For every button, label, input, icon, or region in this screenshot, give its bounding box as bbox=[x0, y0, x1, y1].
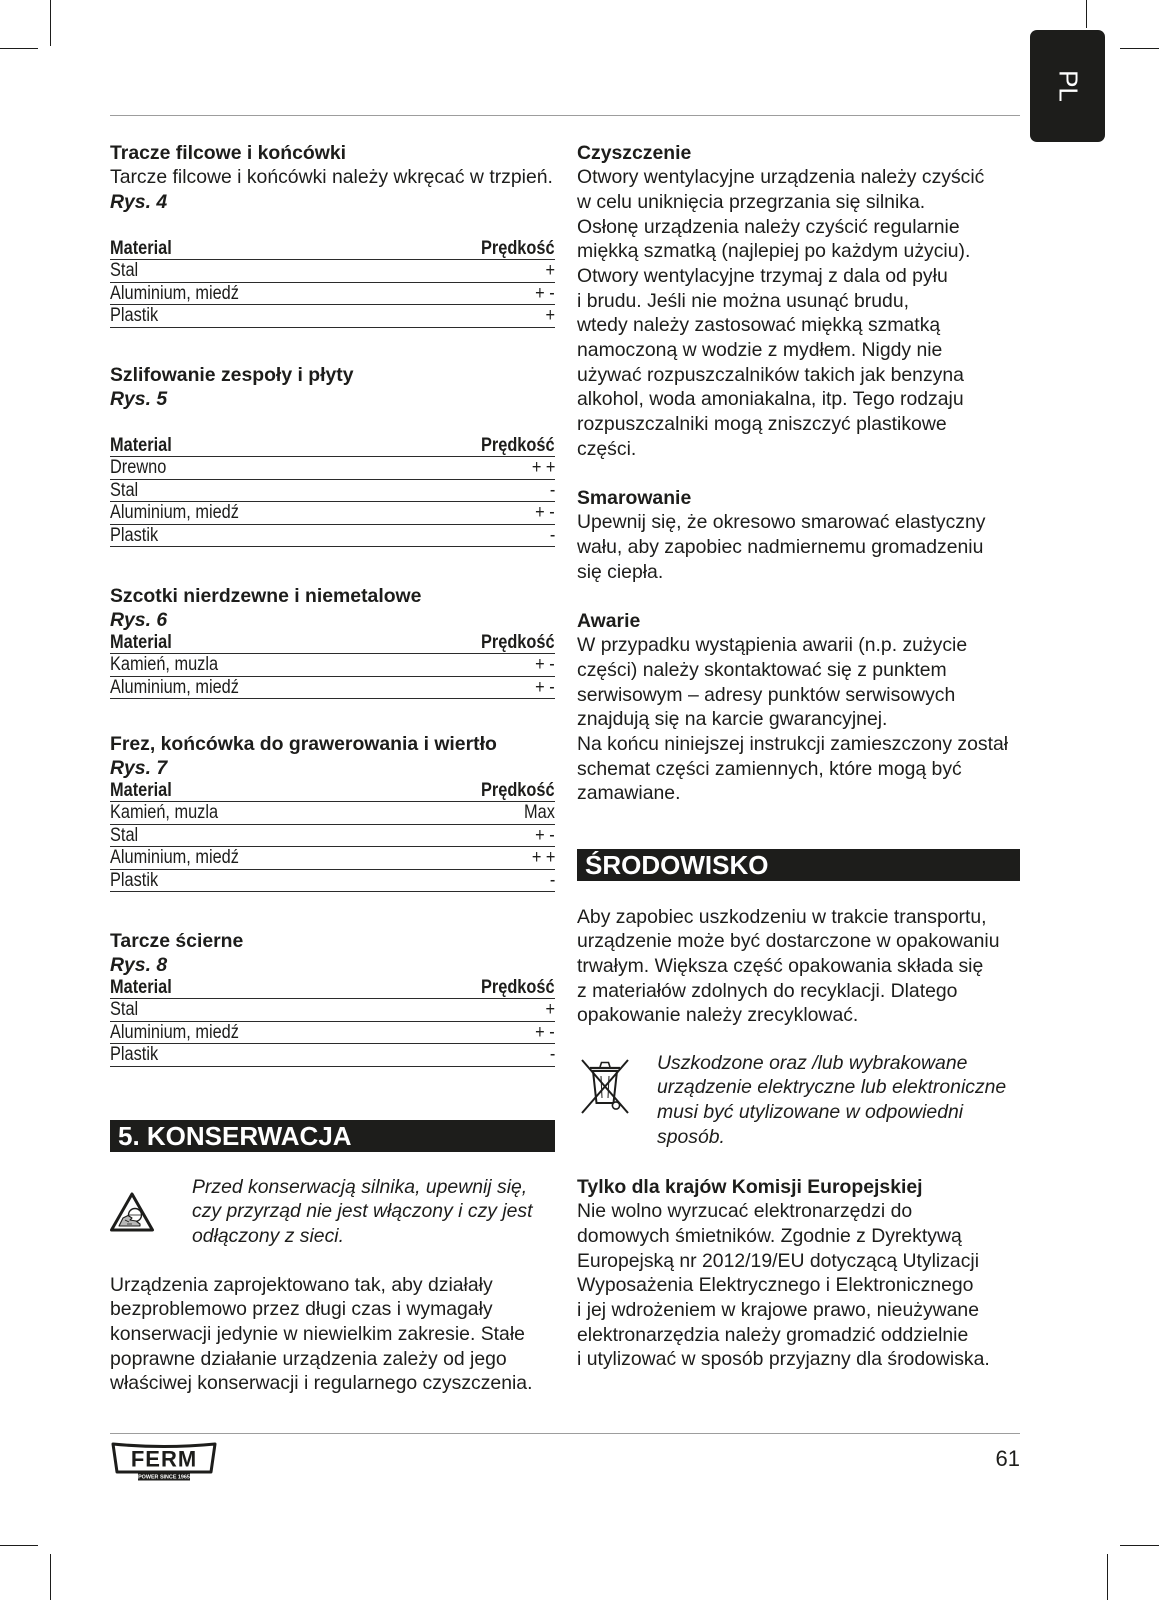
section-title: Szlifowanie zespoły i płyty bbox=[110, 363, 354, 386]
speed-cell: - bbox=[549, 479, 555, 501]
figure-reference: Rys. 4 bbox=[110, 190, 168, 213]
table-row bbox=[110, 677, 555, 699]
weee-notice bbox=[657, 1051, 1006, 1150]
material-cell: Plastik bbox=[110, 305, 159, 327]
felt-discs-section bbox=[110, 141, 553, 215]
language-tab bbox=[1030, 30, 1105, 142]
warning-line: czy przyrząd nie jest włączony i czy jest bbox=[192, 1200, 533, 1223]
table-row bbox=[110, 502, 555, 524]
section-text: Tarcze filcowe i końcówki należy wkręcać w trzpień. bbox=[110, 166, 553, 189]
paragraph-line: Otwory wentylacyjne trzymaj z dala od pyłu bbox=[577, 265, 948, 288]
table-row bbox=[110, 457, 555, 479]
paragraph-line: z materiałów zdolnych do recyklacji. Dlatego bbox=[577, 979, 958, 1002]
faults-section bbox=[577, 609, 1008, 807]
weee-line: musi być utylizowane w odpowiedni bbox=[657, 1100, 964, 1123]
speed-cell: + - bbox=[535, 1021, 555, 1043]
material-cell: Stal bbox=[110, 999, 139, 1021]
speed-cell: + - bbox=[535, 676, 555, 698]
table-row bbox=[110, 305, 555, 327]
paragraph-line: Otwory wentylacyjne urządzenia należy czyścić bbox=[577, 166, 985, 189]
paragraph-line: Urządzenia zaprojektowano tak, aby działały bbox=[110, 1273, 493, 1296]
material-speed-table bbox=[110, 435, 555, 547]
figure-reference: Rys. 5 bbox=[110, 388, 168, 411]
paragraph-line: Nie wolno wyrzucać elektronarzędzi do bbox=[577, 1200, 913, 1223]
table-header-row bbox=[110, 435, 555, 457]
speed-cell: + - bbox=[535, 282, 555, 304]
paragraph-line: właściwej konserwacji i regularnego czyszczenia. bbox=[110, 1372, 533, 1395]
milling-engraving-section bbox=[110, 732, 497, 781]
paragraph-line: poprawne działanie urządzenia zależy od jego bbox=[110, 1347, 507, 1370]
speed-cell: - bbox=[549, 524, 555, 546]
section-title: Frez, końcówka do grawerowania i wiertło bbox=[110, 732, 497, 755]
environment-heading: ŚRODOWISKO bbox=[577, 849, 1020, 881]
material-cell: Aluminium, miedź bbox=[110, 847, 239, 869]
speed-cell: + + bbox=[531, 457, 555, 479]
paragraph-line: Wyposażenia Elektrycznego i Elektronicznego bbox=[577, 1274, 974, 1297]
table-row bbox=[110, 283, 555, 305]
paragraph-line: używać rozpuszczalników takich jak benzyna bbox=[577, 363, 964, 386]
crossed-out-wheelie-bin-icon bbox=[577, 1055, 633, 1117]
cleaning-section bbox=[577, 141, 984, 462]
table-row bbox=[110, 825, 555, 847]
table-row bbox=[110, 999, 555, 1021]
paragraph-line: znajdują się na karcie gwarancyjnej. bbox=[577, 708, 888, 731]
figure-reference: Rys. 6 bbox=[110, 609, 168, 632]
paragraph-line: W przypadku wystąpienia awarii (n.p. zużycie bbox=[577, 634, 968, 657]
section-title: Awarie bbox=[577, 609, 641, 632]
grinding-section bbox=[110, 363, 354, 412]
section-title: Smarowanie bbox=[577, 486, 692, 509]
paragraph-line: i brudu. Jeśli nie można usunąć brudu, bbox=[577, 289, 909, 312]
paragraph-line: trwałym. Większa część opakowania składa się bbox=[577, 954, 984, 977]
header-material: Material bbox=[110, 780, 172, 801]
paragraph-line: bezproblemowo przez długi czas i wymagały bbox=[110, 1298, 493, 1321]
crop-mark bbox=[50, 0, 51, 46]
figure-reference: Rys. 7 bbox=[110, 757, 168, 780]
table-row bbox=[110, 654, 555, 676]
table-header-row bbox=[110, 238, 555, 260]
header-material: Material bbox=[110, 977, 172, 998]
top-rule bbox=[110, 115, 1020, 116]
crop-mark bbox=[50, 1554, 51, 1600]
table-row bbox=[110, 870, 555, 892]
paragraph-line: alkohol, woda amoniakalna, itp. Tego rodzaju bbox=[577, 388, 964, 411]
paragraph-line: Osłonę urządzenia należy czyścić regularnie bbox=[577, 215, 960, 238]
ferm-logo bbox=[110, 1440, 218, 1482]
table-row bbox=[110, 847, 555, 869]
table-row bbox=[110, 480, 555, 502]
crop-mark bbox=[1120, 48, 1159, 49]
weee-line: Uszkodzone oraz /lub wybrakowane bbox=[657, 1051, 968, 1074]
warning-line: Przed konserwacją silnika, upewnij się, bbox=[192, 1175, 528, 1198]
material-speed-table bbox=[110, 977, 555, 1067]
brushes-section bbox=[110, 584, 421, 633]
table-row bbox=[110, 260, 555, 282]
maintenance-warning bbox=[192, 1175, 533, 1249]
paragraph-line: miękką szmatką (najlepiej po każdym użyciu). bbox=[577, 240, 971, 263]
crop-mark bbox=[1120, 1545, 1159, 1546]
material-cell: Kamień, muzla bbox=[110, 654, 219, 676]
header-speed: Prędkość bbox=[481, 632, 555, 653]
speed-cell: + + bbox=[531, 847, 555, 869]
abrasive-discs-section bbox=[110, 929, 243, 978]
material-cell: Aluminium, miedź bbox=[110, 1021, 239, 1043]
table-row bbox=[110, 802, 555, 824]
paragraph-line: domowych śmietników. Zgodnie z Dyrektywą bbox=[577, 1224, 962, 1247]
header-speed: Prędkość bbox=[481, 977, 555, 998]
figure-reference: Rys. 8 bbox=[110, 954, 168, 977]
paragraph-line: i utylizować w sposób przyjazny dla środowiska. bbox=[577, 1348, 990, 1371]
paragraph-line: zamawiane. bbox=[577, 782, 681, 805]
crop-mark bbox=[1086, 0, 1087, 28]
section-title: Tylko dla krajów Komisji Europejskiej bbox=[577, 1175, 923, 1198]
crop-mark bbox=[1107, 1554, 1108, 1600]
paragraph-line: wtedy należy zastosować miękką szmatką bbox=[577, 314, 941, 337]
maintenance-heading: 5. KONSERWACJA bbox=[110, 1120, 555, 1152]
weee-line: sposób. bbox=[657, 1125, 725, 1148]
speed-cell: + bbox=[545, 305, 555, 327]
warning-line: odłączony z sieci. bbox=[192, 1224, 344, 1247]
hand-injury-warning-icon bbox=[109, 1191, 155, 1233]
table-row bbox=[110, 525, 555, 547]
section-title: Tarcze ścierne bbox=[110, 929, 244, 952]
material-cell: Aluminium, miedź bbox=[110, 502, 239, 524]
logo-wordmark: FERM bbox=[130, 1446, 198, 1472]
language-label: PL bbox=[1053, 70, 1083, 102]
logo-tagline: POWER SINCE 1965 bbox=[138, 1474, 190, 1481]
speed-cell: + - bbox=[535, 502, 555, 524]
material-speed-table bbox=[110, 632, 555, 699]
paragraph-line: wału, aby zapobiec nadmiernemu gromadzeniu bbox=[577, 535, 984, 558]
table-row bbox=[110, 1044, 555, 1066]
material-cell: Stal bbox=[110, 260, 139, 282]
paragraph-line: namoczoną w wodzie z mydłem. Nigdy nie bbox=[577, 339, 943, 362]
material-cell: Kamień, muzla bbox=[110, 802, 219, 824]
material-cell: Stal bbox=[110, 479, 139, 501]
environment-paragraph bbox=[577, 905, 1000, 1028]
paragraph-line: Na końcu niniejszej instrukcji zamieszczony został bbox=[577, 733, 1009, 756]
header-speed: Prędkość bbox=[481, 780, 555, 801]
paragraph-line: urządzenie może być dostarczone w opakowaniu bbox=[577, 930, 1000, 953]
table-header-row bbox=[110, 780, 555, 802]
paragraph-line: rozpuszczalniki mogą zniszczyć plastikowe bbox=[577, 413, 947, 436]
paragraph-line: i jej wdrożeniem w krajowe prawo, nieużywane bbox=[577, 1299, 979, 1322]
section-title: Tracze filcowe i końcówki bbox=[110, 141, 347, 164]
eu-disposal-section bbox=[577, 1175, 990, 1373]
page-number: 61 bbox=[995, 1446, 1020, 1471]
header-speed: Prędkość bbox=[481, 435, 555, 456]
speed-cell: + - bbox=[535, 654, 555, 676]
paragraph-line: Europejską nr 2012/19/EU dotyczącą Utylizacji bbox=[577, 1249, 980, 1272]
material-cell: Stal bbox=[110, 824, 139, 846]
speed-cell: Max bbox=[524, 802, 555, 824]
weee-line: urządzenie elektryczne lub elektroniczne bbox=[657, 1076, 1007, 1099]
material-cell: Aluminium, miedź bbox=[110, 676, 239, 698]
table-header-row bbox=[110, 977, 555, 999]
paragraph-line: części) należy skontaktować się z punktem bbox=[577, 658, 947, 681]
table-header-row bbox=[110, 632, 555, 654]
speed-cell: + bbox=[545, 260, 555, 282]
speed-cell: + bbox=[545, 999, 555, 1021]
material-cell: Aluminium, miedź bbox=[110, 282, 239, 304]
maintenance-paragraph bbox=[110, 1273, 532, 1396]
material-speed-table bbox=[110, 238, 555, 328]
speed-cell: - bbox=[549, 1044, 555, 1066]
bottom-rule bbox=[110, 1433, 1020, 1434]
paragraph-line: serwisowym – adresy punktów serwisowych bbox=[577, 683, 956, 706]
header-speed: Prędkość bbox=[481, 238, 555, 259]
header-material: Material bbox=[110, 632, 172, 653]
paragraph-line: Upewnij się, że okresowo smarować elastyczny bbox=[577, 511, 986, 534]
crop-mark bbox=[0, 48, 38, 49]
paragraph-line: schemat części zamiennych, które mogą być bbox=[577, 757, 962, 780]
paragraph-line: części. bbox=[577, 437, 637, 460]
header-material: Material bbox=[110, 435, 172, 456]
paragraph-line: Aby zapobiec uszkodzeniu w trakcie transportu, bbox=[577, 905, 987, 928]
speed-cell: + - bbox=[535, 824, 555, 846]
material-cell: Plastik bbox=[110, 869, 159, 891]
paragraph-line: w celu uniknięcia przegrzania się silnika. bbox=[577, 190, 926, 213]
paragraph-line: elektronarzędzia należy gromadzić oddzielnie bbox=[577, 1323, 969, 1346]
header-material: Material bbox=[110, 238, 172, 259]
paragraph-line: konserwacji jedynie w niewielkim zakresie. Stałe bbox=[110, 1322, 525, 1345]
table-row bbox=[110, 1022, 555, 1044]
paragraph-line: opakowanie należy zrecyklować. bbox=[577, 1004, 859, 1027]
speed-cell: - bbox=[549, 869, 555, 891]
material-cell: Plastik bbox=[110, 1044, 159, 1066]
material-cell: Plastik bbox=[110, 524, 159, 546]
material-cell: Drewno bbox=[110, 457, 167, 479]
paragraph-line: się ciepła. bbox=[577, 560, 664, 583]
section-title: Szcotki nierdzewne i niemetalowe bbox=[110, 584, 422, 607]
material-speed-table bbox=[110, 780, 555, 892]
section-title: Czyszczenie bbox=[577, 141, 692, 164]
crop-mark bbox=[0, 1545, 38, 1546]
lubrication-section bbox=[577, 486, 985, 585]
